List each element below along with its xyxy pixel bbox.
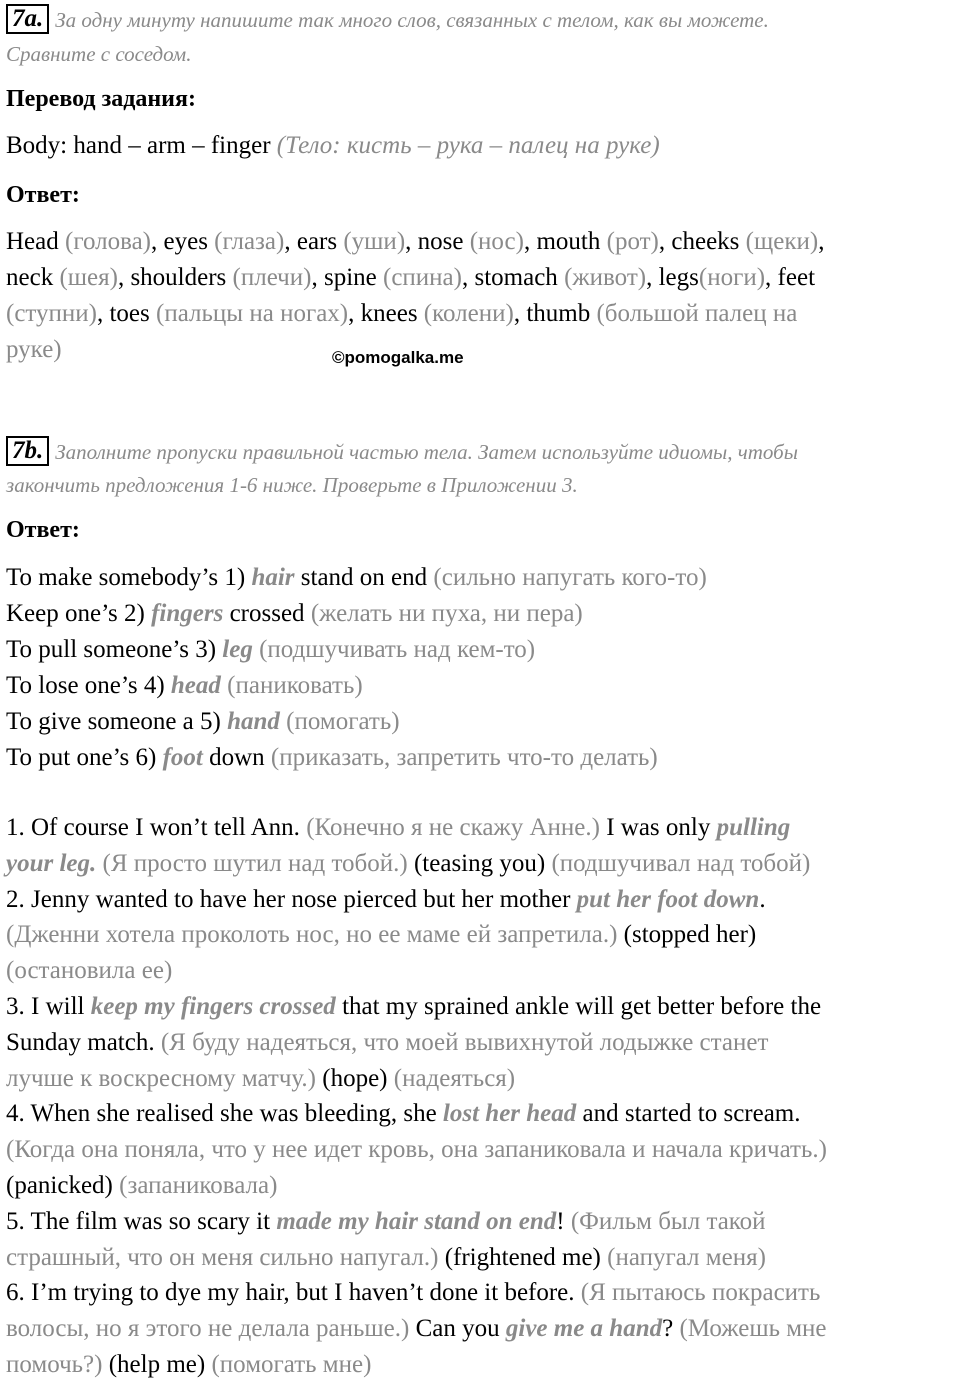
- russian-translation: (запаниковала): [119, 1172, 278, 1199]
- russian-translation: (приказать, запретить что-то делать): [270, 744, 658, 771]
- task-7a-instruction-text: За одну минуту напишите так много слов, связанных с телом, как вы можете.: [55, 8, 769, 32]
- sentence-line: [6, 989, 821, 1025]
- english-text: (panicked): [6, 1172, 120, 1199]
- russian-translation: (щеки): [745, 228, 819, 255]
- task-7a-answer-line: [6, 224, 824, 260]
- task-7a-example-ru: (Тело: кисть – рука – палец на руке): [276, 132, 660, 159]
- idiom-line: [6, 740, 658, 776]
- idiom-line: [6, 596, 583, 632]
- answer-highlight: hair: [251, 564, 295, 591]
- english-text: , knees: [348, 300, 424, 327]
- russian-translation: (ступни): [6, 300, 97, 327]
- english-text: down: [202, 744, 271, 771]
- english-text: , toes: [96, 300, 157, 327]
- translation-label: Перевод задания:: [6, 86, 196, 112]
- russian-translation: (напугал меня): [607, 1243, 766, 1271]
- russian-translation: (спина): [383, 264, 462, 291]
- task-7a-answer-line: [6, 296, 797, 332]
- russian-translation: (уши): [343, 228, 406, 255]
- english-text: To make somebody’s 1): [6, 564, 252, 591]
- russian-translation: (подшучивать над кем-то): [259, 636, 536, 663]
- task-7a-answer-label: Ответ:: [6, 182, 80, 208]
- sentence-line: [6, 1347, 371, 1383]
- english-text: stand on end: [294, 564, 434, 591]
- english-text: , legs: [646, 264, 699, 291]
- answer-highlight: your leg.: [6, 849, 97, 877]
- russian-translation: (пальцы на ногах): [156, 300, 349, 327]
- english-text: To give someone a 5): [6, 708, 228, 735]
- task-7a-example-en: Body: hand – arm – finger: [6, 132, 271, 159]
- task-7a-instruction-line-1: [6, 4, 769, 36]
- russian-translation: (Я пытаюсь покрасить: [580, 1279, 821, 1307]
- task-7b-instruction-text: Заполните пропуски правильной частью тела. Затем используйте идиомы, чтобы: [55, 440, 798, 464]
- russian-translation: (надеяться): [393, 1064, 516, 1092]
- english-text: To lose one’s 4): [6, 672, 171, 699]
- english-text: 1. Of course I won’t tell Ann.: [6, 814, 307, 841]
- russian-translation: (подшучивал над тобой): [551, 849, 811, 877]
- english-text: that my sprained ankle will get better before the: [335, 993, 822, 1020]
- watermark: ©pomogalka.me: [332, 348, 464, 367]
- russian-translation: волосы, но я этого не делала раньше.): [6, 1315, 410, 1343]
- english-text: , mouth: [523, 228, 607, 255]
- russian-translation: (ноги): [698, 264, 766, 291]
- english-text: , ears: [284, 228, 344, 255]
- russian-translation: (колени): [423, 300, 514, 327]
- sentence-line: [6, 1061, 515, 1097]
- sentence-line: [6, 1025, 768, 1061]
- english-text: 5. The film was so scary it: [6, 1207, 277, 1235]
- task-7a-answer-line: [6, 332, 62, 368]
- english-text: ,: [818, 228, 825, 255]
- sentence-line: [6, 1096, 801, 1132]
- russian-translation: (шея): [59, 264, 118, 291]
- answer-highlight: pulling: [716, 814, 791, 841]
- russian-translation: помочь?): [6, 1351, 103, 1378]
- russian-translation: (Дженни хотела проколоть нос, но ее маме ей запретила.): [6, 921, 618, 949]
- english-text: , nose: [405, 228, 470, 255]
- russian-translation: (помогать): [286, 708, 400, 735]
- sentence-line: [6, 1311, 827, 1347]
- idiom-line: [6, 560, 707, 596]
- russian-translation: (глаза): [214, 228, 285, 255]
- answer-highlight: fingers: [151, 600, 224, 627]
- russian-translation: (паниковать): [227, 672, 363, 699]
- russian-translation: (сильно напугать кого-то): [433, 564, 707, 591]
- english-text: (hope): [316, 1064, 394, 1092]
- sentence-line: [6, 846, 810, 882]
- russian-translation: лучше к воскресному матчу.): [6, 1064, 316, 1092]
- english-text: , shoulders: [117, 264, 233, 291]
- task-7a-instruction-line-2: Сравните с соседом.: [6, 42, 192, 66]
- idiom-line: [6, 632, 535, 668]
- answer-highlight: give me a hand: [505, 1315, 663, 1343]
- english-text: Head: [6, 228, 65, 255]
- english-text: 6. I’m trying to dye my hair, but I haven’t done it before.: [6, 1279, 581, 1307]
- english-text: 2. Jenny wanted to have her nose pierced but her mother: [6, 885, 577, 913]
- english-text: (teasing you): [407, 849, 552, 877]
- english-text: crossed: [223, 600, 311, 627]
- sentence-line: [6, 810, 790, 846]
- sentence-line: [6, 882, 766, 918]
- task-7b-answer-label: Ответ:: [6, 517, 80, 543]
- english-text: , thumb: [513, 300, 597, 327]
- english-text: , cheeks: [658, 228, 746, 255]
- answer-highlight: foot: [162, 744, 203, 771]
- idiom-line: [6, 704, 400, 740]
- english-text: .: [759, 885, 766, 913]
- russian-translation: (Конечно я не скажу Анне.): [306, 814, 600, 841]
- task-7a-example: [6, 128, 660, 164]
- english-text: neck: [6, 264, 60, 291]
- english-text: , feet: [765, 264, 816, 291]
- russian-translation: (остановила ее): [6, 957, 173, 985]
- russian-translation: (желать ни пуха, ни пера): [310, 600, 583, 627]
- english-text: 3. I will: [6, 993, 91, 1020]
- task-7b-number-badge: 7b.: [6, 436, 49, 466]
- russian-translation: (Можешь мне: [679, 1315, 827, 1343]
- english-text: (frightened me): [438, 1243, 608, 1271]
- russian-translation: страшный, что он меня сильно напугал.): [6, 1243, 439, 1271]
- task-7b-instruction-line-1: [6, 436, 798, 468]
- answer-highlight: made my hair stand on end: [276, 1207, 557, 1235]
- english-text: Sunday match.: [6, 1028, 161, 1056]
- russian-translation: (нос): [469, 228, 524, 255]
- sentence-line: [6, 1240, 766, 1276]
- russian-translation: (Я буду надеяться, что моей вывихнутой лодыжке станет: [160, 1028, 769, 1056]
- sentence-line: [6, 917, 756, 953]
- english-text: To put one’s 6): [6, 744, 163, 771]
- english-text: , eyes: [151, 228, 215, 255]
- russian-translation: (Я просто шутил над тобой.): [102, 849, 408, 877]
- english-text: , spine: [311, 264, 383, 291]
- sentence-line: [6, 1275, 820, 1311]
- answer-highlight: hand: [227, 708, 280, 735]
- english-text: I was only: [599, 814, 717, 841]
- task-7b-instruction-line-2: закончить предложения 1-6 ниже. Проверьте в Приложении 3.: [6, 473, 578, 497]
- english-text: Keep one’s 2): [6, 600, 152, 627]
- idiom-line: [6, 668, 363, 704]
- answer-highlight: keep my fingers crossed: [90, 993, 336, 1020]
- russian-translation: (плечи): [232, 264, 312, 291]
- sentence-line: [6, 1132, 827, 1168]
- russian-translation: (живот): [564, 264, 647, 291]
- english-text: Can you: [409, 1315, 506, 1343]
- russian-translation: (голова): [65, 228, 151, 255]
- english-text: and started to scream.: [576, 1100, 801, 1128]
- sentence-line: [6, 953, 172, 989]
- english-text: (help me): [102, 1351, 212, 1378]
- russian-translation: (Фильм был такой: [570, 1207, 766, 1235]
- russian-translation: (большой палец на: [596, 300, 798, 327]
- answer-highlight: leg: [222, 636, 253, 663]
- russian-translation: (Когда она поняла, что у нее идет кровь, она запаниковала и начала кричать.): [6, 1136, 827, 1164]
- answer-highlight: lost her head: [442, 1100, 577, 1128]
- english-text: , stomach: [461, 264, 565, 291]
- answer-highlight: head: [170, 672, 221, 699]
- answer-highlight: put her foot down: [576, 885, 760, 913]
- sentence-line: [6, 1204, 766, 1240]
- russian-translation: (рот): [606, 228, 659, 255]
- task-7a-answer-line: [6, 260, 815, 296]
- english-text: (stopped her): [617, 921, 757, 949]
- english-text: 4. When she realised she was bleeding, she: [6, 1100, 443, 1128]
- sentence-line: [6, 1168, 277, 1204]
- english-text: ?: [662, 1315, 680, 1343]
- english-text: !: [556, 1207, 571, 1235]
- task-7a-number-badge: 7a.: [6, 4, 49, 34]
- russian-translation: руке): [6, 336, 62, 363]
- english-text: To pull someone’s 3): [6, 636, 223, 663]
- russian-translation: (помогать мне): [211, 1351, 372, 1378]
